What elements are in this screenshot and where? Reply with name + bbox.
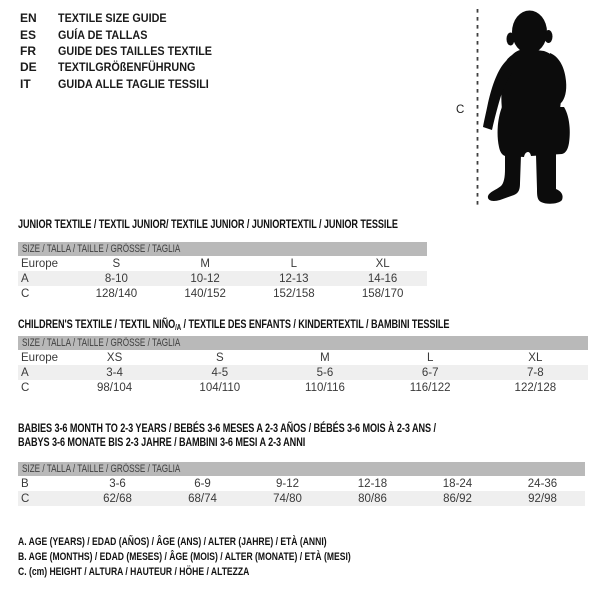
language-code: DE <box>20 60 37 75</box>
size-cell: XS <box>106 351 123 364</box>
language-label: GUIDA ALLE TAGLIE TESSILI <box>58 76 209 91</box>
language-code: FR <box>20 43 36 58</box>
language-label: TEXTILE SIZE GUIDE <box>58 11 167 26</box>
language-row-it <box>20 76 229 92</box>
junior-table <box>18 242 427 301</box>
language-label: GUIDE DES TAILLES TEXTILE <box>58 43 213 58</box>
language-list <box>20 10 229 92</box>
age-cell: 3-6 <box>109 477 126 490</box>
table-row-age <box>18 365 588 380</box>
row-label: Europe <box>21 351 59 364</box>
row-label: C <box>21 492 30 505</box>
age-cell: 24-36 <box>527 477 558 490</box>
language-label: TEXTILGRÖßENFÜHRUNG <box>58 60 196 75</box>
age-cell: 6-7 <box>421 366 439 379</box>
language-code: IT <box>20 76 31 91</box>
baby-silhouette-shape <box>483 11 570 204</box>
table-row-height <box>18 380 588 395</box>
height-cell: 92/98 <box>528 492 557 505</box>
size-cell: S <box>112 257 121 270</box>
table-row-height <box>18 491 585 506</box>
height-cell: 98/104 <box>97 381 133 394</box>
row-label: A <box>21 272 29 285</box>
height-cell: 62/68 <box>103 492 132 505</box>
height-cell: 140/152 <box>184 287 226 300</box>
size-cell: L <box>290 257 298 270</box>
age-cell: 5-6 <box>316 366 334 379</box>
size-cell: XL <box>375 257 390 270</box>
babies-table-title: BABIES 3-6 MONTH TO 2-3 YEARS / BEBÉS 3-6 MESES A 2-3 AÑOS / BÉBÉS 3-6 MOIS À 2-3 ANS / BABYS 3-6 MONATE BIS 2-3 JAHRE / BAMBINI 3-6 MESI A 2-3 ANNI <box>18 421 436 450</box>
age-cell: 3-4 <box>106 366 123 379</box>
age-cell: 4-5 <box>211 366 229 379</box>
table-row-age <box>18 271 427 286</box>
height-cell: 128/140 <box>95 287 138 300</box>
language-row-fr <box>20 43 229 59</box>
height-cell: 122/128 <box>514 381 557 394</box>
size-header-bar: SIZE / TALLA / TAILLE / GRÖSSE / TAGLIA <box>18 336 588 350</box>
height-cell: 68/74 <box>188 492 217 505</box>
babies-table <box>18 462 585 506</box>
height-cell: 74/80 <box>273 492 302 505</box>
age-cell: 18-24 <box>442 477 473 490</box>
gender-subscript: /A <box>175 323 182 332</box>
age-cell: 12-13 <box>279 272 309 285</box>
height-cell: 80/86 <box>358 492 387 505</box>
age-cell: 12-18 <box>357 477 388 490</box>
table-row-age-months <box>18 476 585 491</box>
size-cell: XL <box>528 351 543 364</box>
height-cell: 86/92 <box>443 492 472 505</box>
row-label: B <box>21 477 29 490</box>
junior-table-title: JUNIOR TEXTILE / TEXTIL JUNIOR/ TEXTILE JUNIOR / JUNIORTEXTIL / JUNIOR TESSILE <box>18 217 398 231</box>
age-cell: 10-12 <box>190 272 220 285</box>
size-header-bar: SIZE / TALLA / TAILLE / GRÖSSE / TAGLIA <box>18 242 427 256</box>
table-row-europe <box>18 256 427 271</box>
footnote-a: A. AGE (YEARS) / EDAD (AÑOS) / ÂGE (ANS) / ALTER (JAHRE) / ETÀ (ANNI) <box>18 536 327 548</box>
children-table-title: CHILDREN'S TEXTILE / TEXTIL $NIÑO_{/A}$ / TEXTILE DES ENFANTS / KINDERTEXTIL / BAMBINI TESSILE <box>18 317 450 332</box>
language-row-de <box>20 59 229 75</box>
height-cell: 152/158 <box>273 287 315 300</box>
language-row-es <box>20 26 229 42</box>
height-cell: 116/122 <box>409 381 451 394</box>
age-cell: 6-9 <box>194 477 211 490</box>
language-label: GUÍA DE TALLAS <box>58 27 148 42</box>
row-label: C <box>21 287 30 300</box>
table-row-europe <box>18 350 588 365</box>
size-cell: M <box>200 257 210 270</box>
language-code: EN <box>20 11 37 26</box>
size-cell: S <box>215 351 224 364</box>
children-table <box>18 336 588 395</box>
table-row-height <box>18 286 427 301</box>
language-row-en <box>20 10 229 26</box>
row-label: C <box>21 381 30 394</box>
size-cell: L <box>426 351 434 364</box>
age-cell: 8-10 <box>104 272 128 285</box>
age-cell: 14-16 <box>367 272 398 285</box>
footnote-c: C. (cm) HEIGHT / ALTURA / HAUTEUR / HÖHE / ALTEZZA <box>18 566 250 578</box>
footnote-b: B. AGE (MONTHS) / EDAD (MESES) / ÂGE (MOIS) / ALTER (MONATE) / ETÀ (MESI) <box>18 551 351 563</box>
measure-label-c: C <box>456 104 465 116</box>
row-label: A <box>21 366 29 379</box>
baby-silhouette-icon <box>450 3 575 213</box>
height-cell: 104/110 <box>199 381 241 394</box>
height-cell: 110/116 <box>305 381 345 394</box>
age-cell: 7-8 <box>527 366 544 379</box>
size-cell: M <box>320 351 330 364</box>
row-label: Europe <box>21 257 59 270</box>
language-code: ES <box>20 27 37 42</box>
age-cell: 9-12 <box>275 477 300 490</box>
height-cell: 158/170 <box>361 287 404 300</box>
size-header-bar: SIZE / TALLA / TAILLE / GRÖSSE / TAGLIA <box>18 462 585 476</box>
